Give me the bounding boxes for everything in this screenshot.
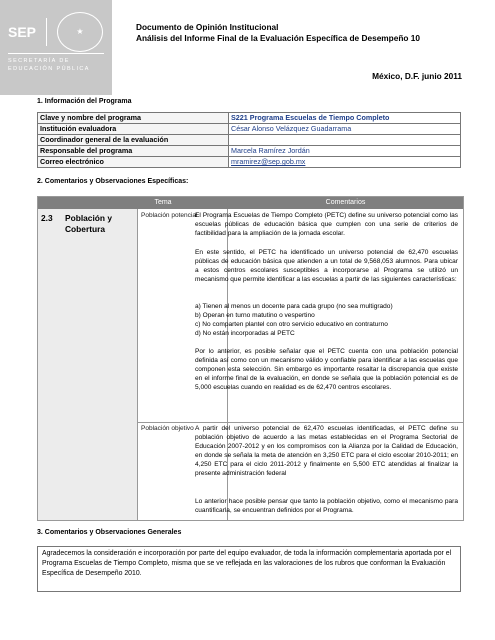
info-value	[229, 135, 461, 146]
coat-of-arms-icon: ★	[57, 12, 103, 52]
logo-line1: SECRETARÍA DE	[8, 58, 70, 64]
criteria-item: d) No están incorporadas al PETC	[195, 330, 295, 337]
document-date: México, D.F. junio 2011	[372, 71, 462, 81]
logo-rule	[8, 53, 104, 54]
logo-divider	[46, 18, 47, 46]
subtopic-objetivo: Población objetivo	[141, 425, 194, 432]
criteria-item: b) Operan en turno matutino o vespertino	[195, 312, 315, 319]
logo-brand: SEP	[8, 24, 37, 40]
comment-paragraph: A partir del universo potencial de 62,470 escuelas identificadas, el PETC define su población objetivo de acuerdo a las metas establecidas en el Programa Sectorial de Educación 2007-2012 y en los compromisos con la Alianza por la Calidad de Educación, en donde se señala la meta de atención en 3,250 ETC para el ciclo escolar 2010-2011; en 4,250 ETC para el ciclo 2011-2012 y finalmente en 5,500 ETC atendidas al finalizar la presente administración federal	[195, 425, 458, 477]
criteria-item: c) No comparten plantel con otro servicio educativo en contraturno	[195, 321, 388, 328]
document-title: Documento de Opinión Institucional	[136, 22, 279, 32]
topic-number: 2.3	[41, 213, 53, 223]
table-row	[38, 157, 461, 168]
info-key: Institución evaluadora	[38, 124, 229, 135]
topic-name: Población y Cobertura	[65, 213, 113, 234]
section2-heading: 2. Comentarios y Observaciones Específicas:	[37, 178, 189, 185]
info-key: Responsable del programa	[38, 146, 229, 157]
comment-paragraph: En este sentido, el PETC ha identificado un universo potencial de 62,470 escuelas públicas de educación básica que atienden a un total de 9,568,053 alumnos. Para ubicar a estos centros escolares susceptibles a incorporarse al Programa se utilizó un mecanismo que permite identificar a las escuelas a partir de las siguientes características:	[195, 249, 458, 283]
comment-paragraph: Lo anterior hace posible pensar que tanto la población objetivo, como el mecanismo para cuantificarla, se encuentran definidos por el Programa.	[195, 498, 458, 514]
program-info-table	[37, 112, 461, 168]
email-link[interactable]: mramirez@sep.gob.mx	[229, 157, 461, 168]
section1-heading: 1. Información del Programa	[37, 98, 132, 105]
header-comentarios: Comentarios	[325, 199, 366, 206]
info-key: Coordinador general de la evaluación	[38, 135, 229, 146]
header-tema: Tema	[154, 199, 172, 206]
info-key: Correo electrónico	[38, 157, 229, 168]
logo-line2: EDUCACIÓN PÚBLICA	[8, 66, 90, 72]
sep-logo	[0, 0, 112, 95]
specific-comments-table	[37, 196, 463, 520]
general-comments-box: Agradecemos la consideración e incorporación por parte del equipo evaluador, de toda la información complementaria aportada por el Programa Escuelas de Tiempo Completo, misma que se ve reflejada en las valoraciones de los rubros que conforman la Evaluación Específica de Desempeño 2010.	[37, 546, 461, 592]
table-row	[38, 124, 461, 135]
subtopic-potencial: Población potencial	[141, 212, 198, 219]
table-row	[38, 146, 461, 157]
table-row	[38, 113, 461, 124]
info-value: Marcela Ramírez Jordán	[229, 146, 461, 157]
table-row	[38, 135, 461, 146]
info-key: Clave y nombre del programa	[38, 113, 229, 124]
section3-heading: 3. Comentarios y Observaciones Generales	[37, 529, 182, 536]
comment-paragraph: El Programa Escuelas de Tiempo Completo (PETC) define su universo potencial como las escuelas públicas de educación básica que cumplen con una serie de criterios de factibilidad para la ampliación de la jornada escolar.	[195, 212, 458, 237]
info-value: César Alonso Velázquez Guadarrama	[229, 124, 461, 135]
info-value: S221 Programa Escuelas de Tiempo Completo	[229, 113, 461, 124]
comment-paragraph: Por lo anterior, es posible señalar que el PETC cuenta con una población potencial definida así como con un mecanismo válido y confiable para identificar a las escuelas que componen esta selección. Sin embargo es importante resaltar la discrepancia que existe en el informe final de la evaluación, en donde se señala que la población potencial es de 5,000 escuelas cuando en realidad es de 62,470 centros escolares.	[195, 348, 458, 391]
criteria-item: a) Tienen al menos un docente para cada grupo (no sea multigrado)	[195, 303, 393, 310]
document-subtitle: Análisis del Informe Final de la Evaluación Específica de Desempeño 10	[136, 33, 421, 43]
logo-background	[0, 0, 112, 95]
